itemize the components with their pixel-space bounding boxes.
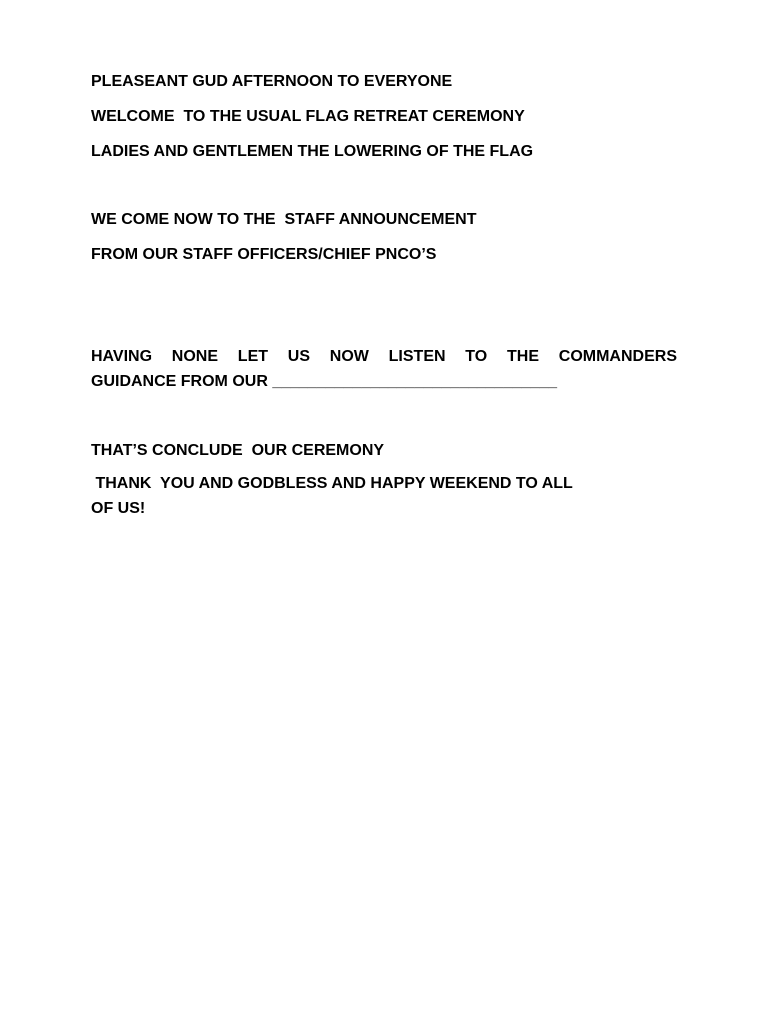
thanks-line-1: THANK YOU AND GODBLESS AND HAPPY WEEKEND TO ALL [91, 475, 573, 492]
staff-announcement-line: WE COME NOW TO THE STAFF ANNOUNCEMENT [91, 211, 477, 228]
staff-officers-line: FROM OUR STAFF OFFICERS/CHIEF PNCO’S [91, 246, 437, 263]
having-none-line-2: GUIDANCE FROM OUR ________________________________ [91, 373, 558, 390]
welcome-line: WELCOME TO THE USUAL FLAG RETREAT CEREMONY [91, 108, 525, 125]
thanks-line-2: OF US! [91, 500, 146, 517]
greeting-line: PLEASEANT GUD AFTERNOON TO EVERYONE [91, 73, 453, 90]
having-none-line-1: HAVING NONE LET US NOW LISTEN TO THE COMMANDERS [91, 348, 677, 365]
conclude-line: THAT’S CONCLUDE OUR CEREMONY [91, 442, 385, 459]
lowering-flag-line: LADIES AND GENTLEMEN THE LOWERING OF THE FLAG [91, 143, 534, 160]
